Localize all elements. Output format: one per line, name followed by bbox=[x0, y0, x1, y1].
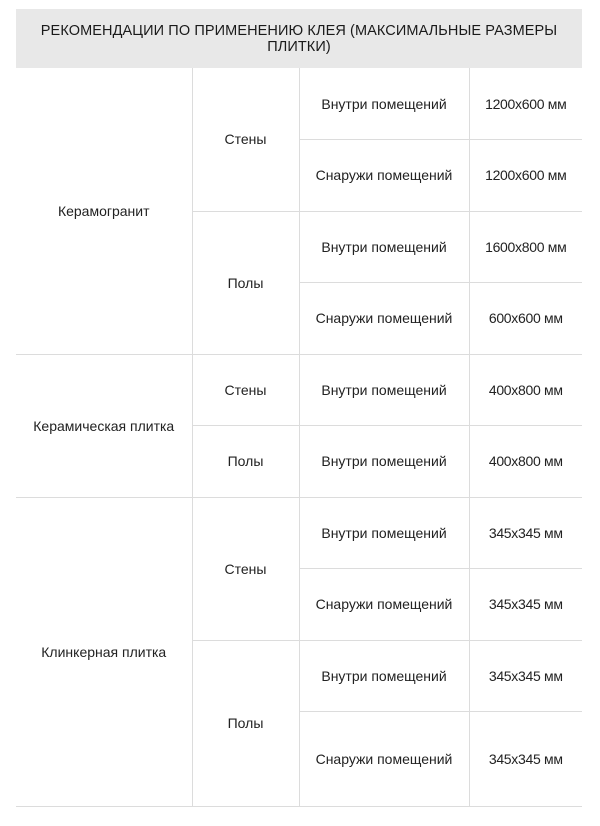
table-row bbox=[16, 68, 582, 140]
surface-cell: Стены bbox=[192, 354, 299, 426]
surface-cell: Стены bbox=[192, 68, 299, 211]
table-row bbox=[16, 497, 582, 569]
size-cell: 400x800 мм bbox=[469, 426, 582, 498]
location-cell: Снаружи помещений bbox=[299, 712, 469, 807]
material-cell: Клинкерная плитка bbox=[16, 497, 192, 807]
location-cell: Снаружи помещений bbox=[299, 140, 469, 212]
location-cell: Внутри помещений bbox=[299, 211, 469, 283]
size-cell: 1200x600 мм bbox=[469, 140, 582, 212]
table-title: РЕКОМЕНДАЦИИ ПО ПРИМЕНЕНИЮ КЛЕЯ (МАКСИМАЛЬНЫЕ РАЗМЕРЫ ПЛИТКИ) bbox=[16, 9, 582, 68]
surface-cell: Полы bbox=[192, 640, 299, 807]
size-cell: 345x345 мм bbox=[469, 640, 582, 712]
size-cell: 345x345 мм bbox=[469, 712, 582, 807]
material-cell: Керамическая плитка bbox=[16, 354, 192, 497]
location-cell: Внутри помещений bbox=[299, 640, 469, 712]
location-cell: Снаружи помещений bbox=[299, 569, 469, 641]
size-cell: 345x345 мм bbox=[469, 497, 582, 569]
table-header-row bbox=[16, 9, 582, 68]
size-cell: 1200x600 мм bbox=[469, 68, 582, 140]
location-cell: Снаружи помещений bbox=[299, 283, 469, 355]
recommendations-table bbox=[16, 9, 582, 807]
location-cell: Внутри помещений bbox=[299, 354, 469, 426]
surface-cell: Полы bbox=[192, 211, 299, 354]
material-cell: Керамогранит bbox=[16, 68, 192, 354]
size-cell: 600x600 мм bbox=[469, 283, 582, 355]
size-cell: 1600x800 мм bbox=[469, 211, 582, 283]
location-cell: Внутри помещений bbox=[299, 426, 469, 498]
location-cell: Внутри помещений bbox=[299, 497, 469, 569]
surface-cell: Стены bbox=[192, 497, 299, 640]
size-cell: 345x345 мм bbox=[469, 569, 582, 641]
surface-cell: Полы bbox=[192, 426, 299, 498]
size-cell: 400x800 мм bbox=[469, 354, 582, 426]
table-row bbox=[16, 354, 582, 426]
location-cell: Внутри помещений bbox=[299, 68, 469, 140]
